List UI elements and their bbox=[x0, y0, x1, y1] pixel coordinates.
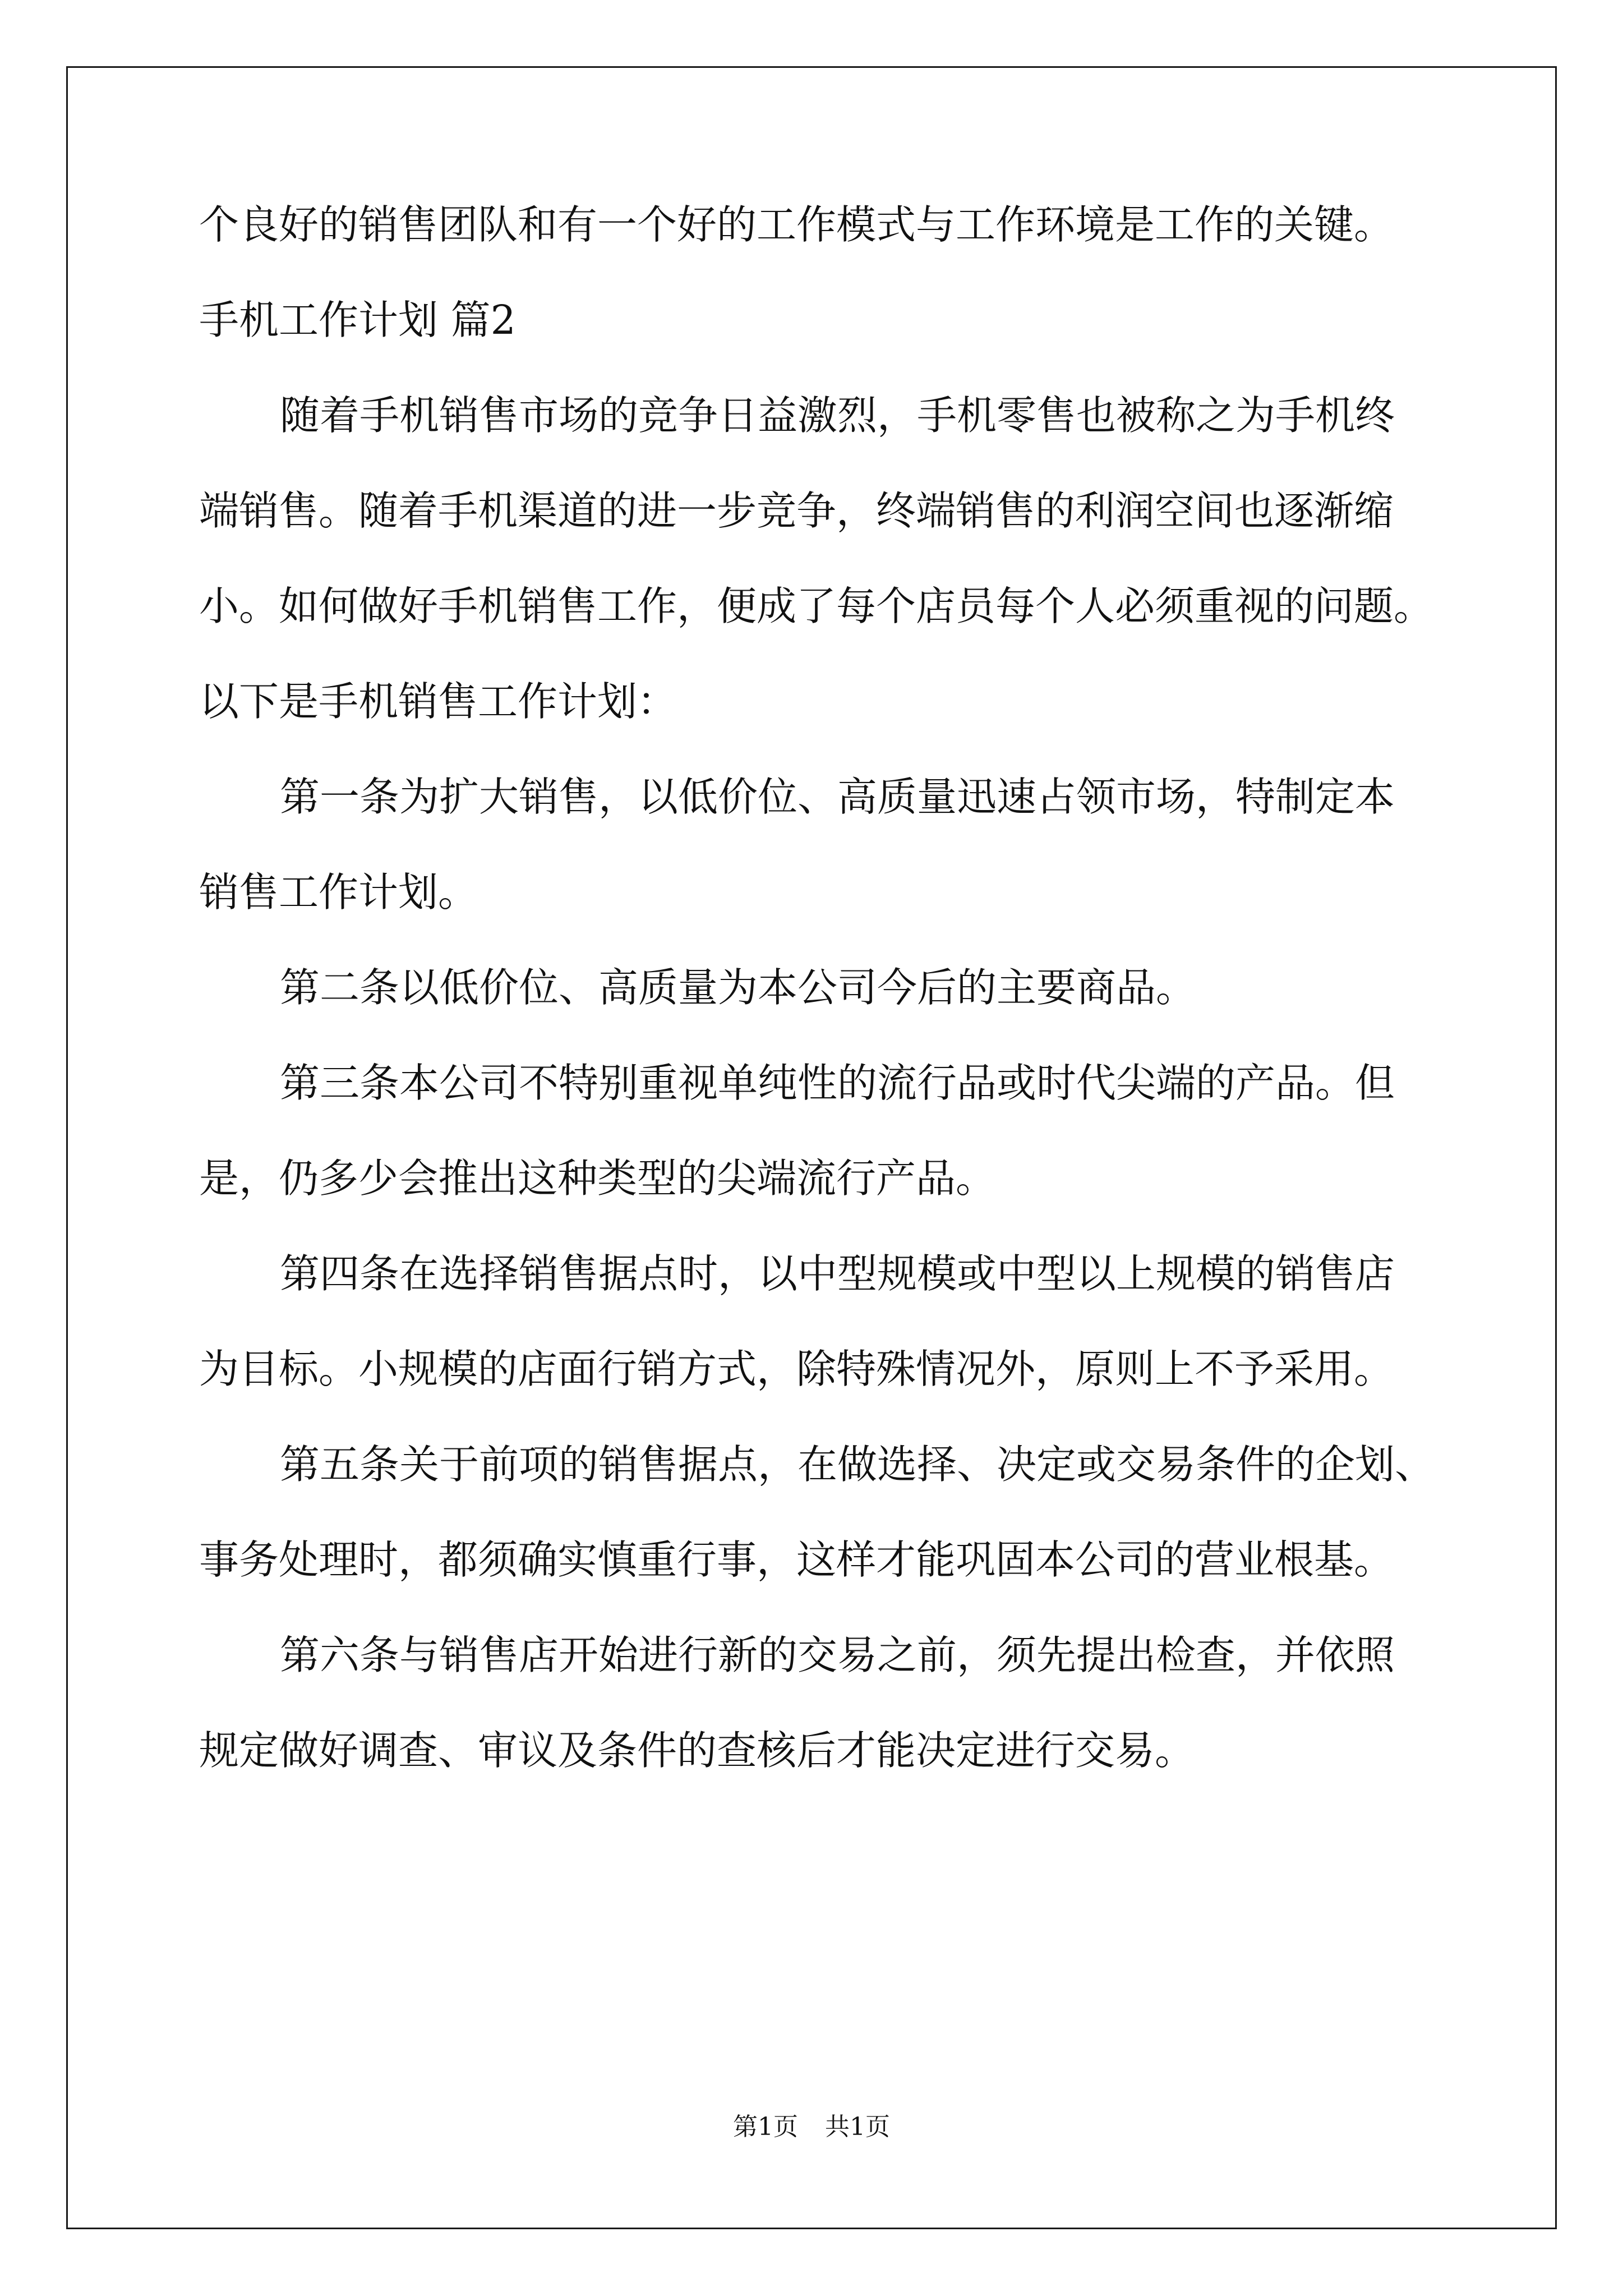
text-line: 以下是手机销售工作计划： bbox=[199, 678, 677, 725]
text-line: 事务处理时，都须确实慎重行事，这样才能巩固本公司的营业根基。 bbox=[199, 1536, 1394, 1583]
text-line: 第四条在选择销售据点时，以中型规模或中型以上规模的销售店 bbox=[280, 1250, 1395, 1297]
document-body bbox=[199, 201, 1435, 1826]
text-line: 销售工作计划。 bbox=[199, 869, 478, 915]
page-number-current: 第1页 bbox=[733, 2113, 798, 2141]
text-line: 规定做好调查、审议及条件的查核后才能决定进行交易。 bbox=[199, 1727, 1195, 1774]
text-line: 第三条本公司不特别重视单纯性的流行品或时代尖端的产品。但 bbox=[280, 1060, 1395, 1106]
text-line: 第二条以低价位、高质量为本公司今后的主要商品。 bbox=[280, 964, 1196, 1011]
page-footer bbox=[0, 2106, 1623, 2142]
text-line: 端销售。随着手机渠道的进一步竞争，终端销售的利润空间也逐渐缩 bbox=[199, 487, 1394, 534]
section-heading: 手机工作计划 篇2 bbox=[199, 297, 516, 343]
text-line: 是，仍多少会推出这种类型的尖端流行产品。 bbox=[199, 1155, 996, 1202]
text-line: 为目标。小规模的店面行销方式，除特殊情况外，原则上不予采用。 bbox=[199, 1346, 1394, 1392]
text-line: 第六条与销售店开始进行新的交易之前，须先提出检查，并依照 bbox=[280, 1632, 1395, 1678]
text-line: 第一条为扩大销售，以低价位、高质量迅速占领市场，特制定本 bbox=[280, 774, 1395, 820]
page-number-total: 共1页 bbox=[825, 2113, 890, 2141]
text-line: 小。如何做好手机销售工作，便成了每个店员每个人必须重视的问题。 bbox=[199, 583, 1434, 629]
text-line: 第五条关于前项的销售据点，在做选择、决定或交易条件的企划、 bbox=[280, 1441, 1435, 1488]
text-line: 随着手机销售市场的竞争日益激烈，手机零售也被称之为手机终 bbox=[280, 392, 1395, 439]
text-line: 个良好的销售团队和有一个好的工作模式与工作环境是工作的关键。 bbox=[199, 201, 1394, 248]
